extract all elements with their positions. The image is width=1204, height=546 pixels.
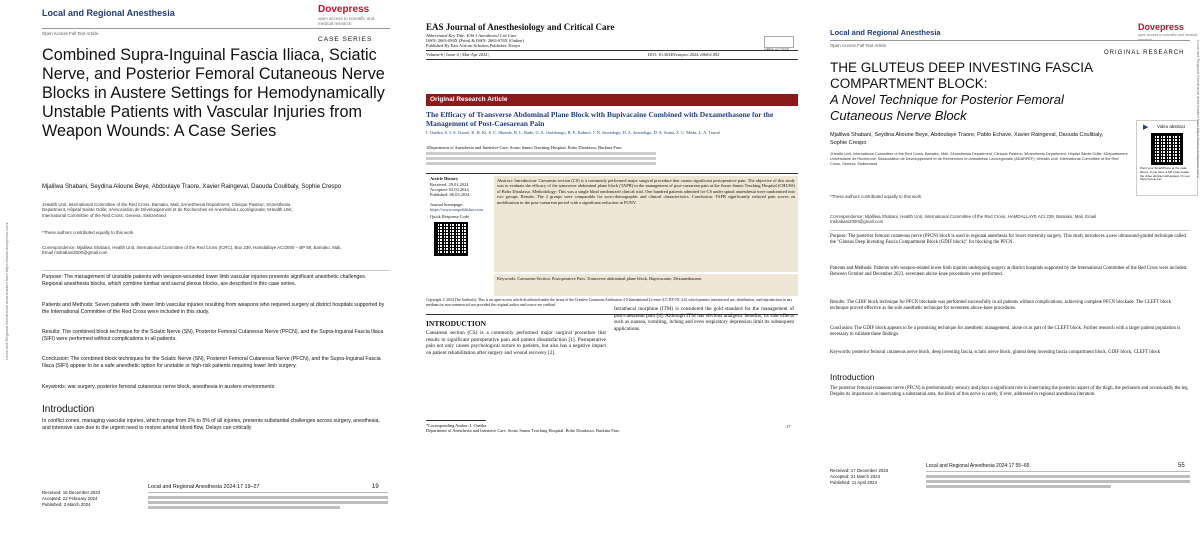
intro-heading: Introduction <box>42 404 95 415</box>
article-type-label: Original Research Article <box>430 96 508 103</box>
intro-heading: INTRODUCTION <box>426 319 487 328</box>
abstract-purpose: Purpose: The posterior femoral cutaneous nerve (PFCN) block is used in regional anesthesia for lower extremity surgery. This study introduces a new ultrasound-guided technique called the "Gluteus Deep Investing Fascia Compartment Block (GDIF block)" for blocking the PFCN. <box>830 234 1186 245</box>
abstract-results: Results: The GDIF block technique for PFCN blockade was performed successfully in all patients without complications, achieving complete PFCN blockade. The CLEFT block technique proved effective as the sole anesthetic technique for seventeen above-knee procedures. <box>830 300 1172 311</box>
keywords: Keywords: posterior femoral cutaneous nerve block, deep investing fascia, sciatic nerve block, gluteal deep investing fascia compartment block, GDIF block, CLEFT block <box>830 350 1160 355</box>
download-sidebar-text: Local and Regional Anesthesia downloaded from https://www.dovepress.com/ <box>1196 40 1201 178</box>
accepted-date: Accepted: 21 March 2024 <box>830 474 881 479</box>
document-page-3 <box>818 0 1204 546</box>
intro-text-col1: Caesarean section (CS) is a commonly performed major surgical procedure that results in significant postoperative pain and patient dissatisfaction [1]. Postoperative pain not only causes psychological torture to patients, but also has a negative impact on patient rehabilitation after surgery and wound recovery [2]. <box>426 330 606 356</box>
divider <box>426 173 798 174</box>
journal-name: Local and Regional Anesthesia <box>42 8 175 18</box>
page-number: 19 <box>372 484 379 490</box>
accepted-date: Accepted: 02.03.2024 <box>430 187 469 192</box>
received-date: Received: 29.01.2024 <box>430 182 469 187</box>
equal-contribution: *These authors contributed equally to this work <box>830 194 922 199</box>
published-date: Published: 06.03.2024 <box>430 192 470 197</box>
qr-code[interactable] <box>1151 133 1183 165</box>
corresponding-author: *Corresponding Author: I. Ouédra <box>426 423 487 428</box>
video-caption: Point your SmartPhone at the code above. If you have a QR code reader the video abstract will appear. Or use: https://youtu.be/ <box>1140 166 1191 182</box>
abstract-conclusion: Conclusion: The GDIF block appears to be a promising technique for anesthetic management, alone or as part of the CLEFT block. Further research with a larger patient population is necessary to validate these findings. <box>830 326 1181 337</box>
publisher: Published By East African Scholars Publisher, Kenya <box>426 43 520 48</box>
correspondence: Correspondence: Mjalilwa Shabani, Health Unit, International Committee of the Red Cross (ICRC), Box 239, Hamdallaye ACI2000 – BP 58, Bamako, Mali, Email mshabani2000@gmail.com <box>42 245 342 256</box>
equal-contribution: *These authors contributed equally to this work <box>42 230 134 235</box>
quick-response-label: Quick Response Code <box>430 214 470 219</box>
divider <box>426 50 798 51</box>
article-title: The Efficacy of Transverse Abdominal Plane Block with Bupivacaine Combined with Dexamethasone for the Management of Post-Caesarean Pain <box>426 110 774 128</box>
section-label: CASE SERIES <box>318 36 373 43</box>
abstract-conclusion: Conclusion: The combined block techniques for the Sciatic Nerve (SN), Posterior Femoral Cutaneous Nerve (PFCN), and the Supra-Inguinal Fascia Iliaca (SIFI) appear to be a safe anesthetic option for unstable or high-risk patients requiring lower limb surgery. <box>42 356 381 369</box>
keywords: Keywords: war surgery, posterior femoral cutaneous nerve block, anesthesia in austere environments <box>42 384 275 390</box>
received-date: Received: 17 December 2023 <box>830 468 889 473</box>
divider <box>42 270 390 271</box>
doi: DOI: 10.36349/easjacc.2024.v06i02.002 <box>648 52 720 57</box>
journal-name: EAS Journal of Anesthesiology and Critical Care <box>426 22 615 32</box>
play-icon: ▶ <box>1143 123 1149 131</box>
received-date: Received: 16 December 2023 <box>42 490 101 495</box>
footer-journal: Local and Regional Anesthesia 2024:17 55–65 <box>926 463 1030 469</box>
abstract-box <box>494 176 798 272</box>
authors: Mjalilwa Shabani, Seydina Alioune Beye, Abdoulaye Traore, Pablo Echave, Xavier Raingeval, Daouda Coulibaly, Sophie Crespo <box>830 132 1104 146</box>
document-page-1 <box>0 0 390 546</box>
divider <box>148 492 388 493</box>
open-access-logo <box>764 36 794 48</box>
divider <box>42 28 390 29</box>
accepted-date: Accepted: 22 February 2024 <box>42 496 98 501</box>
document-page-2 <box>418 0 798 546</box>
divider <box>426 420 486 421</box>
abstract-results: Results: The combined block technique for the Sciatic Nerve (SN), Posterior Femoral Cutaneous Nerve (PFCN), and the Supra-Inguinal Fascia Iliaca (SIFI) were performed without complications in all patients. <box>42 329 384 342</box>
download-sidebar-text: Local and Regional Anesthesia downloaded from https://www.dovepress.com/ <box>4 222 9 360</box>
abstract-methods: Patients and Methods: Seven patients with lower limb vascular injuries resulting from weapons who required surgery at district hospitals supported by the International Committee of the Red Cross were included in this study. <box>42 302 385 315</box>
divider <box>926 471 1190 472</box>
publisher-tagline: open access to scientific and medical <box>1138 33 1198 37</box>
published-date: Published: 11 April 2024 <box>830 480 878 485</box>
journal-name: Local and Regional Anesthesia <box>830 28 941 37</box>
intro-text: The posterior femoral cutaneous nerve (PFCN) is predominantly sensory and plays a significant role in innervating the posterior aspect of the thigh, the perineum and occasionally the leg. Despite its importance in innervating a substantial area, the block of this nerve is rarely, if ever, addressed in regional anesthesia literature. <box>830 386 1189 397</box>
abstract-text: Abstract: Introduction: Caesarean section (CS) is a commonly performed major surgical procedure that causes significant postoperative pain. The objective of this study was to evaluate the efficacy of the transverse abdominal plane block (TAPB) in the management of post-caesarean pain at the Souro Sanou Teaching Hospital (CHUSS) of Bobo Dioulasso. Methodology: This was a single blind randomized clinical trial. One hundred patients admitted for CS under spinal anaesthesia were randomised into two groups. Results: The 2 groups were comparable for socio-demographic and clinical characteristics. Conclusion: TAPB significantly reduced pain scores on mobilisation in the post-caesarean period with a significant reduction in PONV. <box>497 178 795 205</box>
article-title: Combined Supra-Inguinal Fascia Iliaca, Sciatic Nerve, and Posterior Femoral Cutaneous Nerve Blocks in Austere Settings for Hemodynamically Unstable Patients with Vascular Injuries from Weapon Wounds: A Case Series <box>42 46 385 140</box>
open-access-label: Open Access Full Text Article <box>42 31 99 36</box>
journal-abbrev: Abbreviated Key Title: EAS J Anesthesiol Crit Care <box>426 33 517 38</box>
page-number: 17 <box>786 424 791 429</box>
publisher-logo: Dovepress <box>1138 22 1185 32</box>
volume-info: Volume-6 | Issue-2 | Mar-Apr 2024 | <box>426 52 490 57</box>
section-label: ORIGINAL RESEARCH <box>1104 50 1185 56</box>
publisher-logo: Dovepress <box>318 4 370 15</box>
issn: ISSN: 2663-094X (Print) & ISSN: 2663-676X (Online) <box>426 38 524 43</box>
article-history-title: Article History <box>430 176 459 181</box>
divider <box>830 40 1190 41</box>
license-block <box>148 496 388 511</box>
authors: Mjalilwa Shabani, Seydina Alioune Beye, Abdoulaye Traore, Xavier Raingeval, Daouda Coulibaly, Sophie Crespo <box>42 184 342 190</box>
article-title: THE GLUTEUS DEEP INVESTING FASCIA COMPARTMENT BLOCK: <box>830 60 1093 91</box>
authors: I. Ouédra, S. I. S. Traoré, K. B. Ki, S. C. Ilboudo, B. L. Bado, G. A. Ouédraogo, B. E. Kaboré, J. N. Sawadogo, D. A. Sawadogo, D. A. Soma, Z. C. Méda, L. A. Traoré <box>426 130 720 135</box>
qr-code[interactable] <box>434 222 468 256</box>
divider <box>830 230 1190 231</box>
open-access-label: Open Access Full Text Article <box>830 43 887 48</box>
affiliations: 1Health Unit, International Committee of the Red Cross, Bamako, Mali; 2Anesthesia Department, Clinique Pasteur; 3Anesthesia Department, Hôpital Sainte Odile; 4Association de Développement et de Recherches en Anesthésie Locorégionale; 5Health Unit, International Committee of the Red Cross, Geneva, Switzerland <box>42 202 293 218</box>
page-number: 55 <box>1178 463 1185 469</box>
publisher-tagline: open access to scientific and medical research <box>318 16 375 27</box>
footer-journal: Local and Regional Anesthesia 2024:17 19–27 <box>148 484 260 490</box>
license-block <box>926 475 1190 490</box>
abstract-methods: Patients and Methods: Patients with weapon-related lower limb injuries undergoing surgery at district hospitals supported by the International Committee of the Red Cross were included. Between October and December 2023, seventeen above-knee procedures were performed. <box>830 266 1188 277</box>
intro-text: In conflict zones, managing vascular injuries, which range from 2% to 5% of all injuries, presents substantial challenges across surgery, anesthesia, and intensive care due to the urgent need to restore arterial blood flow. Delays can critically <box>42 418 380 431</box>
copyright: Copyright © 2024 The Author(s): This is an open-access article distributed under the terms of the Creative Commons Attribution 4.0 International License (CC BY-NC 4.0) which permits unrestricted use, distribution, and reproduction in any medium for non-commercial use provided the original author and source are credited. <box>426 298 793 307</box>
keywords-box <box>494 274 798 296</box>
correspondence: Correspondence: Mjalilwa Shabani, Health Unit, International Committee of the Red Cross, HAMDALLAYE ACI 239, Bamako, Mali, Email mshabani2000@gmail.com <box>830 214 1097 225</box>
homepage-title: Journal homepage: <box>430 202 464 207</box>
corresponding-address: Department of Anesthesia and Intensive Care, Souro Sanou Teaching Hospital, Bobo Dioulasso, Burkina Faso <box>426 428 620 433</box>
affiliations: 1Health Unit, International Committee of the Red Cross, Bamako, Mali; 2Anesthesia Department, Clinique Pasteur; 3Anesthesia Department, Hôpital Sainte Odile; 4Département Universitaire de Recherche; 5Association de Développement et de Recherches en Anesthésie Locorégionale (ADARPEF); 6Health Unit, International Committee of the Red Cross, Geneva, Switzerland <box>830 152 1128 166</box>
published-date: Published: 2 March 2024 <box>42 502 91 507</box>
keywords: Keywords: Caesarean Section, Postoperative Pain, Transverse abdominal plane block, Bupivacaine, Dexamethasone. <box>497 276 703 281</box>
abstract-purpose: Purpose: The management of unstable patients with weapon-wounded lower limb vascular injuries presents significant anesthetic challenges. Regional anesthesia blocks, which combine lumbar and sacral plexus blocks, are described in this case series. <box>42 274 367 287</box>
divider <box>426 59 798 60</box>
article-type-bar <box>426 94 798 106</box>
homepage-link[interactable]: https://www.easpublisher.com <box>430 207 483 212</box>
affiliations: 1Department of Anesthesia and Intensive Care, Souro Sanou Teaching Hospital, Bobo Dioulasso, Burkina Faso <box>426 145 622 150</box>
affiliations-more <box>426 152 656 167</box>
video-abstract-box[interactable] <box>1136 120 1198 196</box>
intro-text-col2: Intrathecal morphine (ITM) is considered the gold standard for the management of post-caesarean pain [4]. Although ITM has obvious analgesic benefits, its side effects such as nausea, vomiting, itching and even respiratory depression limit its subsequent applications. <box>614 306 794 332</box>
video-abstract-label: Video abstract <box>1157 124 1185 129</box>
intro-heading: Introduction <box>830 372 875 382</box>
article-subtitle: A Novel Technique for Posterior Femoral Cutaneous Nerve Block <box>830 92 1064 123</box>
